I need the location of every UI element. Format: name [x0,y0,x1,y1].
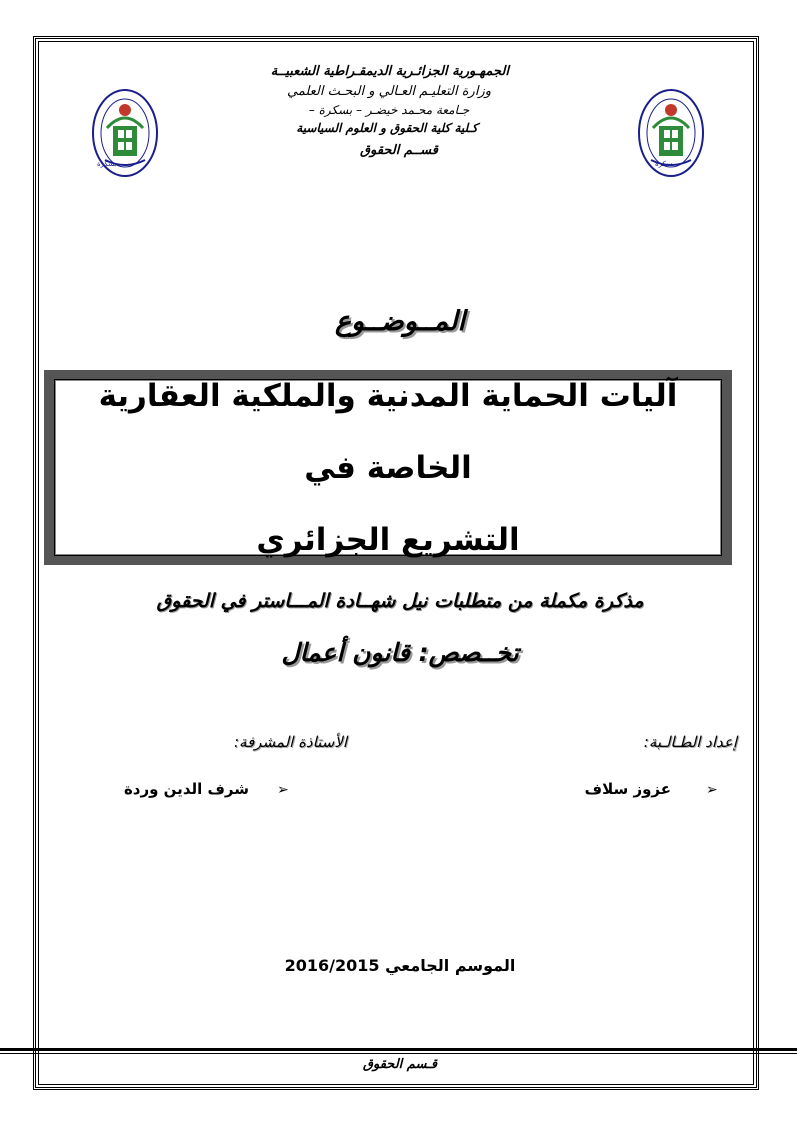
footer-divider [0,1048,797,1054]
arrow-bullet-icon: ➢ [706,782,718,798]
thesis-title [63,360,713,576]
title-box-inner [54,379,722,556]
student-label: إعداد الطـالـبة: [643,733,737,751]
student-name: عزوز سلاف [584,780,671,798]
memo-description: مذكرة مكملة من متطلبات نيل شهــادة المـــاستر في الحقوق [156,590,644,612]
title-box [44,370,732,565]
arrow-bullet-icon: ➢ [277,782,289,798]
header-department: قســم الحقوق [360,143,438,158]
academic-season: الموسم الجامعي 2016/2015 [284,956,516,975]
footer-department: قـسم الحقوق [362,1057,438,1072]
logo-left-bottom-text: بسكرة [97,160,117,168]
header-university: جـامعة محـمد خيضـر – بسكرة – [308,103,470,117]
supervisor-label: الأستاذة المشرفة: [233,733,347,751]
header-faculty: كـلية كلية الحقوق و العلوم السياسية [296,121,478,135]
supervisor-name: شرف الدين وردة [123,780,249,798]
thesis-title-line2: التشريع الجزائري [256,521,520,558]
thesis-title-line1: آليات الحماية المدنية والملكية العقارية الخاصة في [98,377,678,486]
subject-heading: المــوضــوع [335,306,465,337]
header-ministry: وزارة التعليـم العـالي و البحـث العلمي [286,84,492,99]
logo-right-bottom-text: بسكرة [655,160,675,168]
specialization: تخــصص: قانون أعمال [281,638,519,667]
header-republic: الجمهـورية الجزائـرية الديمقـراطية الشعبيــة [270,64,509,79]
